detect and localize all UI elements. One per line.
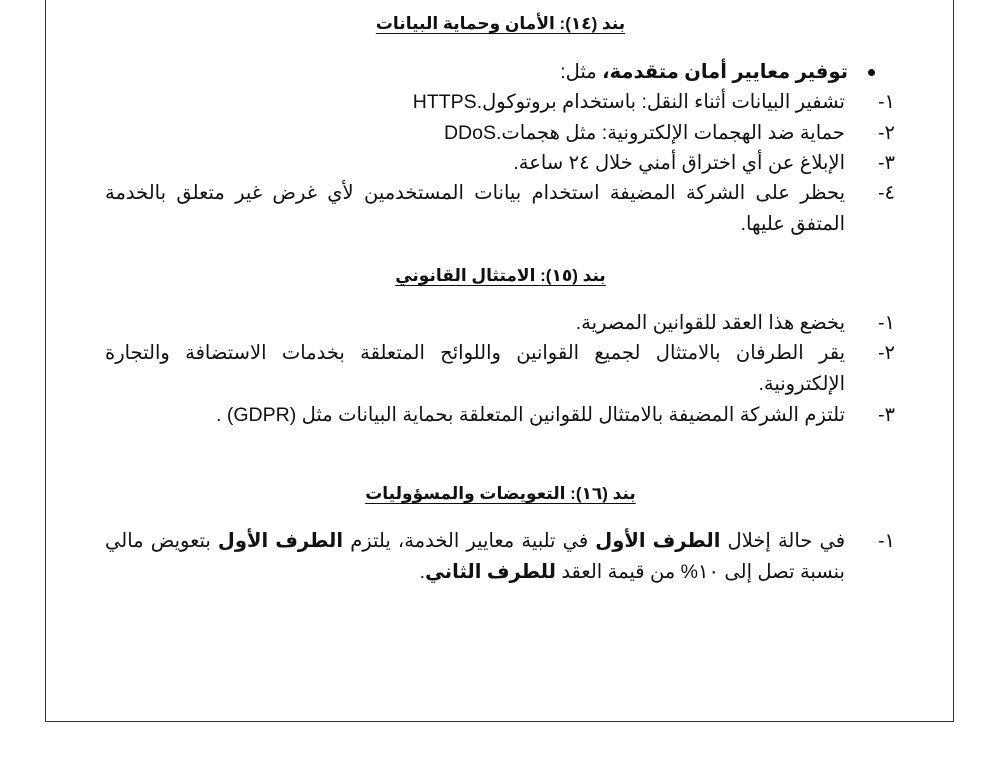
list-item: ٤- يحظر على الشركة المضيفة استخدام بيانات المستخدمين لأي غرض غير متعلق بالخدمة المتفق عليها. <box>105 182 895 235</box>
list-item: ٢- يقر الطرفان بالامتثال لجميع القوانين واللوائح المتعلقة بخدمات الاستضافة والتجارة الإلكترونية. <box>105 342 895 395</box>
section-16-heading: بند (١٦): التعويضات والمسؤوليات <box>365 484 636 503</box>
section-14-heading: بند (١٤): الأمان وحماية البيانات <box>375 14 626 33</box>
bullet-icon <box>868 69 875 76</box>
document-page <box>45 0 954 722</box>
list-item: ١- يخضع هذا العقد للقوانين المصرية. <box>575 312 895 334</box>
list-item: ١- تشفير البيانات أثناء النقل: باستخدام بروتوكول.HTTPS <box>412 91 895 113</box>
list-item: ٢- حماية ضد الهجمات الإلكترونية: مثل هجمات.DDoS <box>443 122 895 144</box>
list-item: ١- في حالة إخلال الطرف الأول في تلبية معايير الخدمة، يلتزم الطرف الأول بتعويض مالي بنسبة تصل إلى ١٠% من قيمة العقد للطرف الثاني. <box>105 530 895 583</box>
bullet-item: توفير معايير أمان متقدمة، مثل: <box>560 60 875 84</box>
section-15-heading: بند (١٥): الامتثال القانوني <box>395 266 606 285</box>
list-item: ٣- الإبلاغ عن أي اختراق أمني خلال ٢٤ ساعة. <box>513 152 895 174</box>
list-item: ٣- تلتزم الشركة المضيفة بالامتثال للقوانين المتعلقة بحماية البيانات مثل (GDPR) . <box>216 404 895 426</box>
